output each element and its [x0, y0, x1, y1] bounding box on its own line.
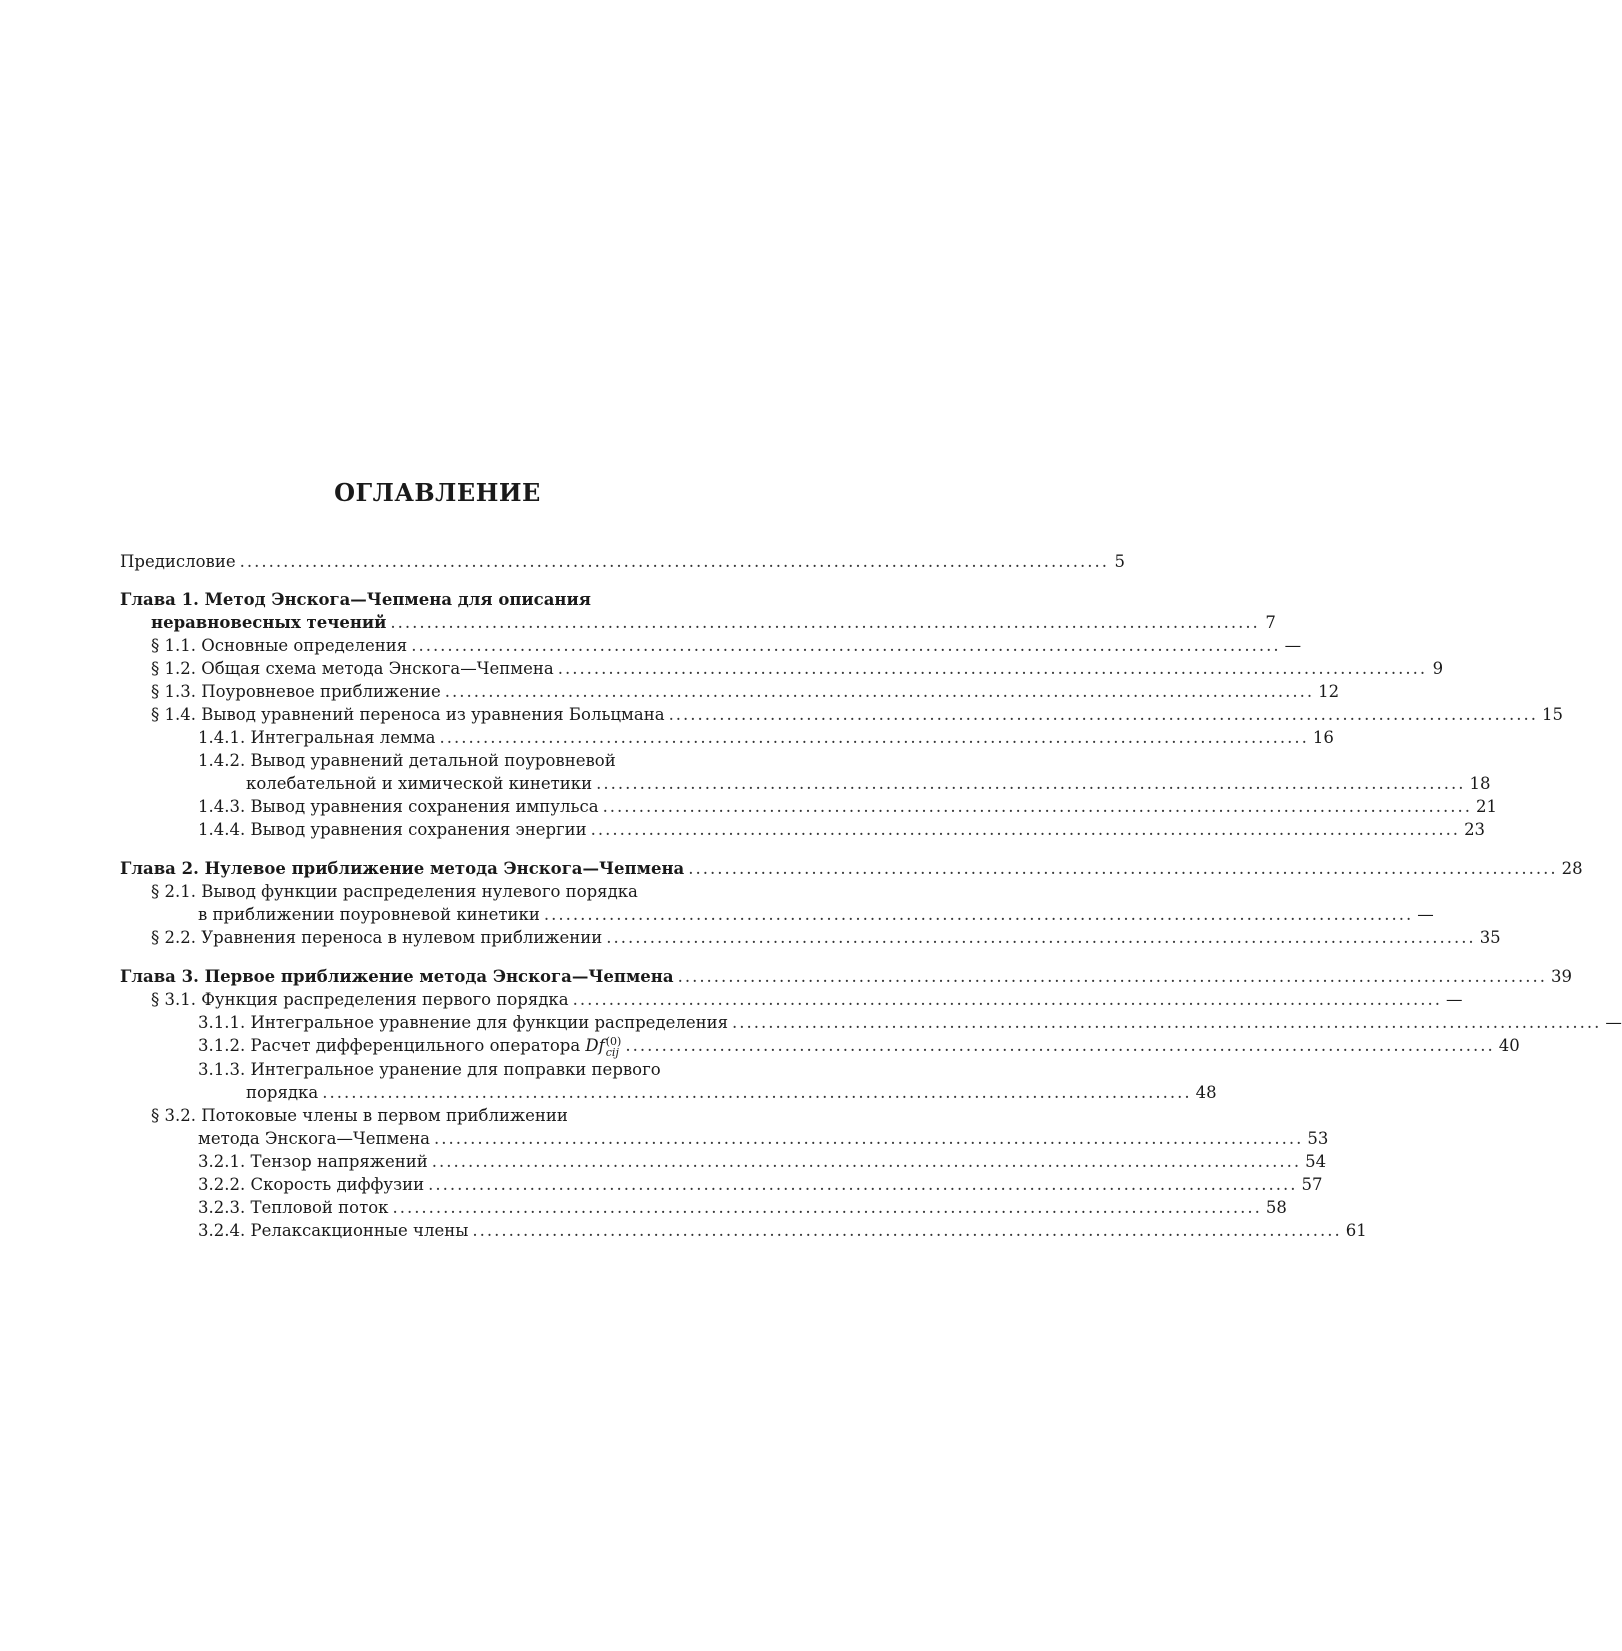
dot-leader: ........................................................................................................................ — [602, 797, 1472, 816]
toc-label: Вывод уравнений переноса из уравнения Больцмана — [201, 705, 665, 724]
toc-entry-subsection-1-4-2-title[interactable] — [198, 749, 616, 772]
toc-label: Вывод уравнения сохранения импульса — [250, 797, 599, 816]
section-number: § 3.2. — [151, 1106, 196, 1125]
toc-entry-subsection-3-2-1[interactable] — [198, 1150, 1327, 1173]
dot-leader: ........................................................................................................................ — [439, 728, 1309, 747]
toc-label: Интегральное уранение для поправки первого — [250, 1060, 661, 1079]
toc-label: порядка — [246, 1083, 319, 1102]
section-number: § 1.2. — [151, 659, 196, 678]
toc-entry-section-3-2-title[interactable] — [151, 1104, 568, 1127]
toc-page-number: 58 — [1265, 1198, 1287, 1217]
dot-leader: ........................................................................................................................ — [472, 1221, 1342, 1240]
toc-entry-subsection-3-2-4[interactable] — [198, 1219, 1367, 1242]
toc-label: Поуровневое приближение — [201, 682, 441, 701]
toc-label: Вывод уравнений детальной поуровневой — [250, 751, 616, 770]
math-formula — [585, 1034, 622, 1059]
toc-page-number: 21 — [1475, 797, 1497, 816]
toc-label: Расчет дифференцильного оператора — [250, 1036, 581, 1055]
toc-entry-section-2-1[interactable] — [198, 903, 1434, 926]
toc-page-number: 53 — [1307, 1129, 1329, 1148]
section-number: § 2.2. — [151, 928, 196, 947]
section-number: § 3.1. — [151, 990, 196, 1009]
toc-entry-subsection-1-4-4[interactable] — [198, 818, 1486, 841]
toc-page-number: 12 — [1318, 682, 1340, 701]
dot-leader: ........................................................................................................................ — [322, 1083, 1192, 1102]
toc-entry-subsection-1-4-3[interactable] — [198, 795, 1497, 818]
toc-entry-subsection-3-2-3[interactable] — [198, 1196, 1287, 1219]
toc-entry-subsection-3-1-1[interactable] — [198, 1011, 1622, 1034]
dot-leader: ........................................................................................................................ — [677, 967, 1547, 986]
dot-leader: ........................................................................................................................ — [557, 659, 1428, 678]
section-number: 3.1.1. — [198, 1013, 246, 1032]
section-number: 3.1.3. — [198, 1060, 246, 1079]
dot-leader: ........................................................................................................................ — [606, 928, 1476, 947]
toc-entry-preface[interactable] — [120, 550, 1125, 573]
toc-page-number: 18 — [1469, 774, 1491, 793]
section-number: 1.4.1. — [198, 728, 246, 747]
toc-page-number: 61 — [1345, 1221, 1367, 1240]
toc-entry-chapter-2[interactable] — [120, 857, 1583, 880]
toc-page-number: — — [1417, 905, 1434, 924]
toc-entry-chapter-1-title[interactable]: Глава 1. Метод Энскога—Чепмена для описания — [120, 590, 591, 609]
section-number: 1.4.3. — [198, 797, 246, 816]
toc-page-number: 57 — [1301, 1175, 1323, 1194]
toc-label: Функция распределения первого порядка — [201, 990, 569, 1009]
toc-entry-section-1-3[interactable] — [151, 680, 1340, 703]
section-number: 1.4.2. — [198, 751, 246, 770]
toc-entry-section-2-1-title[interactable] — [151, 880, 638, 903]
toc-page-number: — — [1445, 990, 1463, 1009]
dot-leader: ........................................................................................................................ — [596, 774, 1466, 793]
toc-page-number: 15 — [1541, 705, 1563, 724]
section-number: § 1.4. — [151, 705, 196, 724]
toc-entry-chapter-1[interactable] — [151, 611, 1276, 634]
dot-leader: ........................................................................................................................ — [668, 705, 1538, 724]
toc-label: Тензор напряжений — [250, 1152, 428, 1171]
math-superscript: (0) — [605, 1034, 622, 1048]
toc-label: метода Энскога—Чепмена — [198, 1129, 430, 1148]
dot-leader: ........................................................................................................................ — [590, 820, 1461, 839]
toc-page-number: — — [1284, 636, 1302, 655]
dot-leader: ........................................................................................................................ — [428, 1175, 1298, 1194]
dot-leader: ........................................................................................................................ — [543, 905, 1414, 924]
toc-label: неравновесных течений — [151, 613, 387, 632]
toc-label: Глава 3. Первое приближение метода Энскога—Чепмена — [120, 967, 674, 986]
toc-entry-subsection-3-1-2[interactable] — [198, 1034, 1520, 1059]
toc-label: Интегральная лемма — [250, 728, 436, 747]
toc-entry-section-3-1[interactable] — [151, 988, 1463, 1011]
toc-page-number: 39 — [1550, 967, 1572, 986]
toc-page-number: — — [1605, 1013, 1622, 1032]
toc-page-number: 16 — [1312, 728, 1334, 747]
section-number: 3.2.2. — [198, 1175, 246, 1194]
page-title: ОГЛАВЛЕНИЕ — [334, 478, 541, 507]
toc-label: Вывод уравнения сохранения энергии — [250, 820, 587, 839]
toc-label: Предисловие — [120, 552, 236, 571]
toc-entry-section-3-2[interactable] — [198, 1127, 1329, 1150]
section-number: 3.2.4. — [198, 1221, 246, 1240]
toc-label: Основные определения — [201, 636, 408, 655]
section-number: 1.4.4. — [198, 820, 246, 839]
section-number: 3.1.2. — [198, 1036, 246, 1055]
math-base: Df — [585, 1036, 605, 1055]
dot-leader: ........................................................................................................................ — [688, 859, 1558, 878]
toc-label: в приближении поуровневой кинетики — [198, 905, 540, 924]
toc-label: Релаксакционные члены — [250, 1221, 469, 1240]
toc-label: Глава 2. Нулевое приближение метода Энскога—Чепмена — [120, 859, 685, 878]
dot-leader: ........................................................................................................................ — [392, 1198, 1262, 1217]
toc-entry-subsection-3-1-3[interactable] — [246, 1081, 1217, 1104]
toc-page-number: 9 — [1432, 659, 1444, 678]
section-number: § 1.1. — [151, 636, 196, 655]
toc-page-number: 35 — [1479, 928, 1501, 947]
section-number: 3.2.3. — [198, 1198, 246, 1217]
toc-entry-subsection-3-1-3-title[interactable] — [198, 1058, 661, 1081]
toc-label: Тепловой поток — [250, 1198, 389, 1217]
dot-leader: ........................................................................................................................ — [431, 1152, 1302, 1171]
toc-entry-chapter-3[interactable] — [120, 965, 1572, 988]
toc-entry-section-1-4[interactable] — [151, 703, 1563, 726]
toc-page-number: 23 — [1464, 820, 1486, 839]
toc-entry-subsection-3-2-2[interactable] — [198, 1173, 1323, 1196]
toc-entry-section-1-1[interactable] — [151, 634, 1302, 657]
dot-leader: ........................................................................................................................ — [433, 1129, 1304, 1148]
dot-leader: ........................................................................................................................ — [732, 1013, 1602, 1032]
toc-page-number: 7 — [1265, 613, 1276, 632]
dot-leader: ........................................................................................................................ — [411, 636, 1281, 655]
toc-label: Скорость диффузии — [250, 1175, 425, 1194]
toc-page-number: 48 — [1195, 1083, 1217, 1102]
toc-entry-subsection-1-4-1[interactable] — [198, 726, 1334, 749]
toc-label: Потоковые члены в первом приближении — [201, 1106, 568, 1125]
toc-entry-section-1-2[interactable] — [151, 657, 1444, 680]
toc-label: Общая схема метода Энскога—Чепмена — [201, 659, 554, 678]
dot-leader: ........................................................................................................................ — [390, 613, 1260, 632]
dot-leader: ........................................................................................................................ — [444, 682, 1315, 701]
toc-label: Вывод функции распределения нулевого порядка — [201, 882, 638, 901]
toc-label: Интегральное уравнение для функции распределения — [250, 1013, 728, 1032]
toc-label: Уравнения переноса в нулевом приближении — [201, 928, 603, 947]
toc-page-number: 28 — [1561, 859, 1583, 878]
dot-leader: ........................................................................................................................ — [625, 1036, 1495, 1055]
toc-page-number: 40 — [1498, 1036, 1520, 1055]
section-number: § 1.3. — [151, 682, 196, 701]
math-subscript: cij — [605, 1045, 619, 1059]
toc-label: колебательной и химической кинетики — [246, 774, 593, 793]
section-number: § 2.1. — [151, 882, 196, 901]
toc-entry-section-2-2[interactable] — [151, 926, 1501, 949]
dot-leader: ........................................................................................................................ — [572, 990, 1442, 1009]
dot-leader: ........................................................................................................................ — [239, 552, 1109, 571]
toc-entry-subsection-1-4-2[interactable] — [246, 772, 1491, 795]
toc-page-number: 54 — [1305, 1152, 1327, 1171]
toc-page-number: 5 — [1114, 552, 1125, 571]
section-number: 3.2.1. — [198, 1152, 246, 1171]
